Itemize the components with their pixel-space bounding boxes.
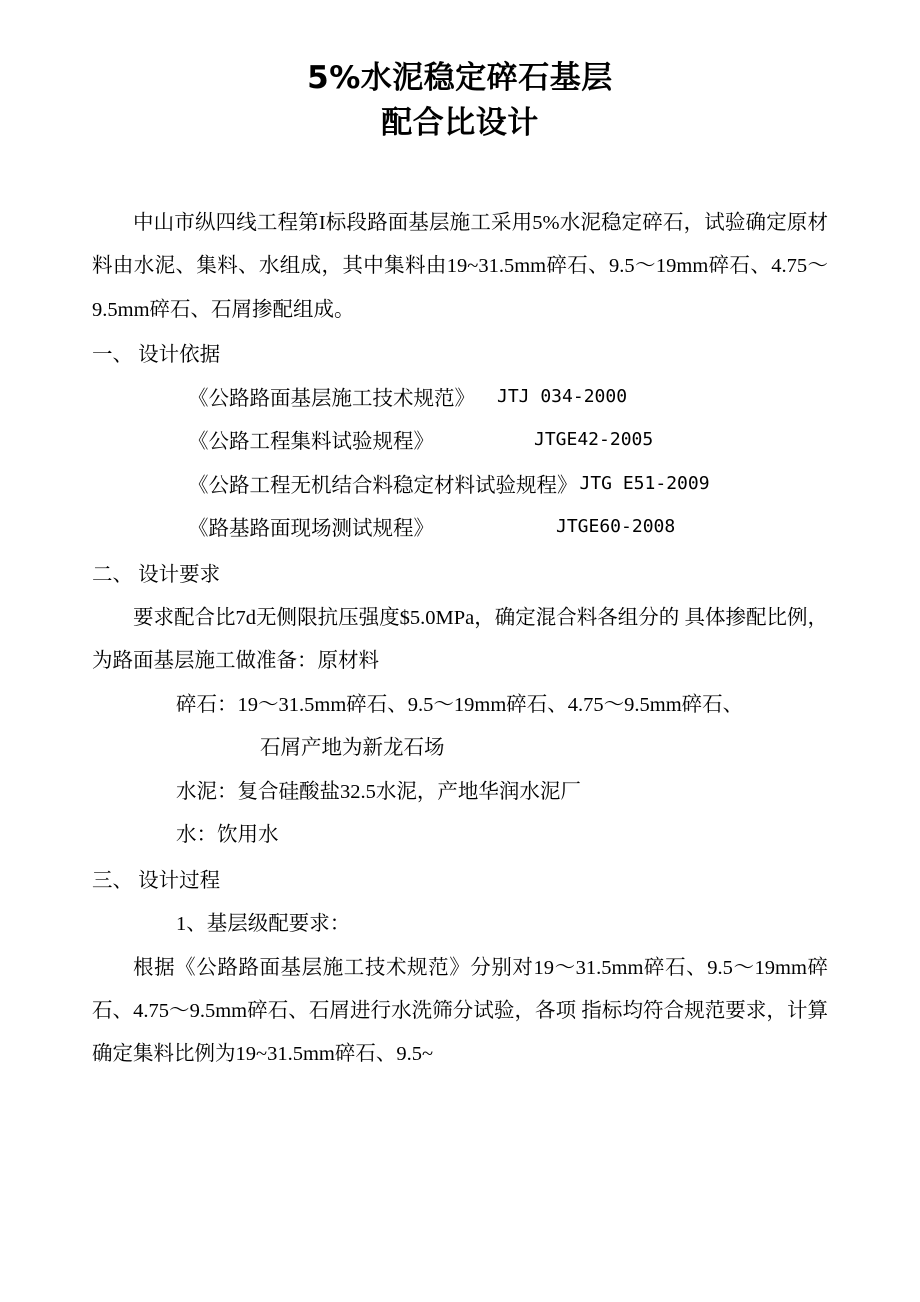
- section-heading-3: 三、 设计过程: [92, 869, 221, 892]
- reference-line-2: [92, 421, 828, 464]
- reference-code: JTGE60-2008: [556, 516, 676, 538]
- subsection-heading-1: 1、基层级配要求：: [176, 913, 351, 936]
- title-line-1: 5%水泥稳定碎石基层: [307, 60, 613, 96]
- intro-paragraph: 中山市纵四线工程第I标段路面基层施工采用5%水泥稳定碎石，试验确定原材料由水泥、集料、水组成，其中集料由19~31.5mm碎石、9.5～19mm碎石、4.75～9.5mm碎石、石屑掺配组成。: [92, 211, 828, 321]
- design-requirement-paragraph: 要求配合比7d无侧限抗压强度$5.0MPa，确定混合料各组分的 具体掺配比例，为路面基层施工做准备：原材料: [92, 606, 828, 673]
- material-line-2: 石屑产地为新龙石场: [260, 737, 445, 760]
- material-line-4: 水：饮用水: [176, 824, 279, 847]
- reference-line-1: [92, 378, 828, 421]
- design-process-paragraph: 根据《公路路面基层施工技术规范》分别对19～31.5mm碎石、9.5～19mm碎石、4.75～9.5mm碎石、石屑进行水洗筛分试验，各项 指标均符合规范要求，计算确定集料比例为19~31.5mm碎石、9.5~: [92, 956, 828, 1066]
- reference-code: JTJ 034-2000: [497, 385, 628, 407]
- reference-line-3: [92, 465, 828, 508]
- reference-name: 《路基路面现场测试规程》: [188, 518, 434, 541]
- page-title: [92, 56, 828, 146]
- section-heading-2: 二、 设计要求: [92, 563, 221, 586]
- reference-code: JTGE42-2005: [534, 429, 654, 451]
- reference-name: 《公路工程无机结合料稳定材料试验规程》: [188, 474, 578, 497]
- material-line-1: 碎石：19～31.5mm碎石、9.5～19mm碎石、4.75～9.5mm碎石、: [176, 693, 744, 716]
- material-line-3: 水泥：复合硅酸盐32.5水泥，产地华润水泥厂: [176, 780, 581, 803]
- title-line-2: 配合比设计: [381, 104, 539, 141]
- section-heading-1: 一、 设计依据: [92, 344, 221, 367]
- reference-code: JTG E51-2009: [579, 472, 710, 494]
- reference-name: 《公路工程集料试验规程》: [188, 431, 434, 454]
- reference-name: 《公路路面基层施工技术规范》: [188, 387, 475, 410]
- document-body: [92, 202, 828, 1077]
- reference-line-4: [92, 508, 828, 551]
